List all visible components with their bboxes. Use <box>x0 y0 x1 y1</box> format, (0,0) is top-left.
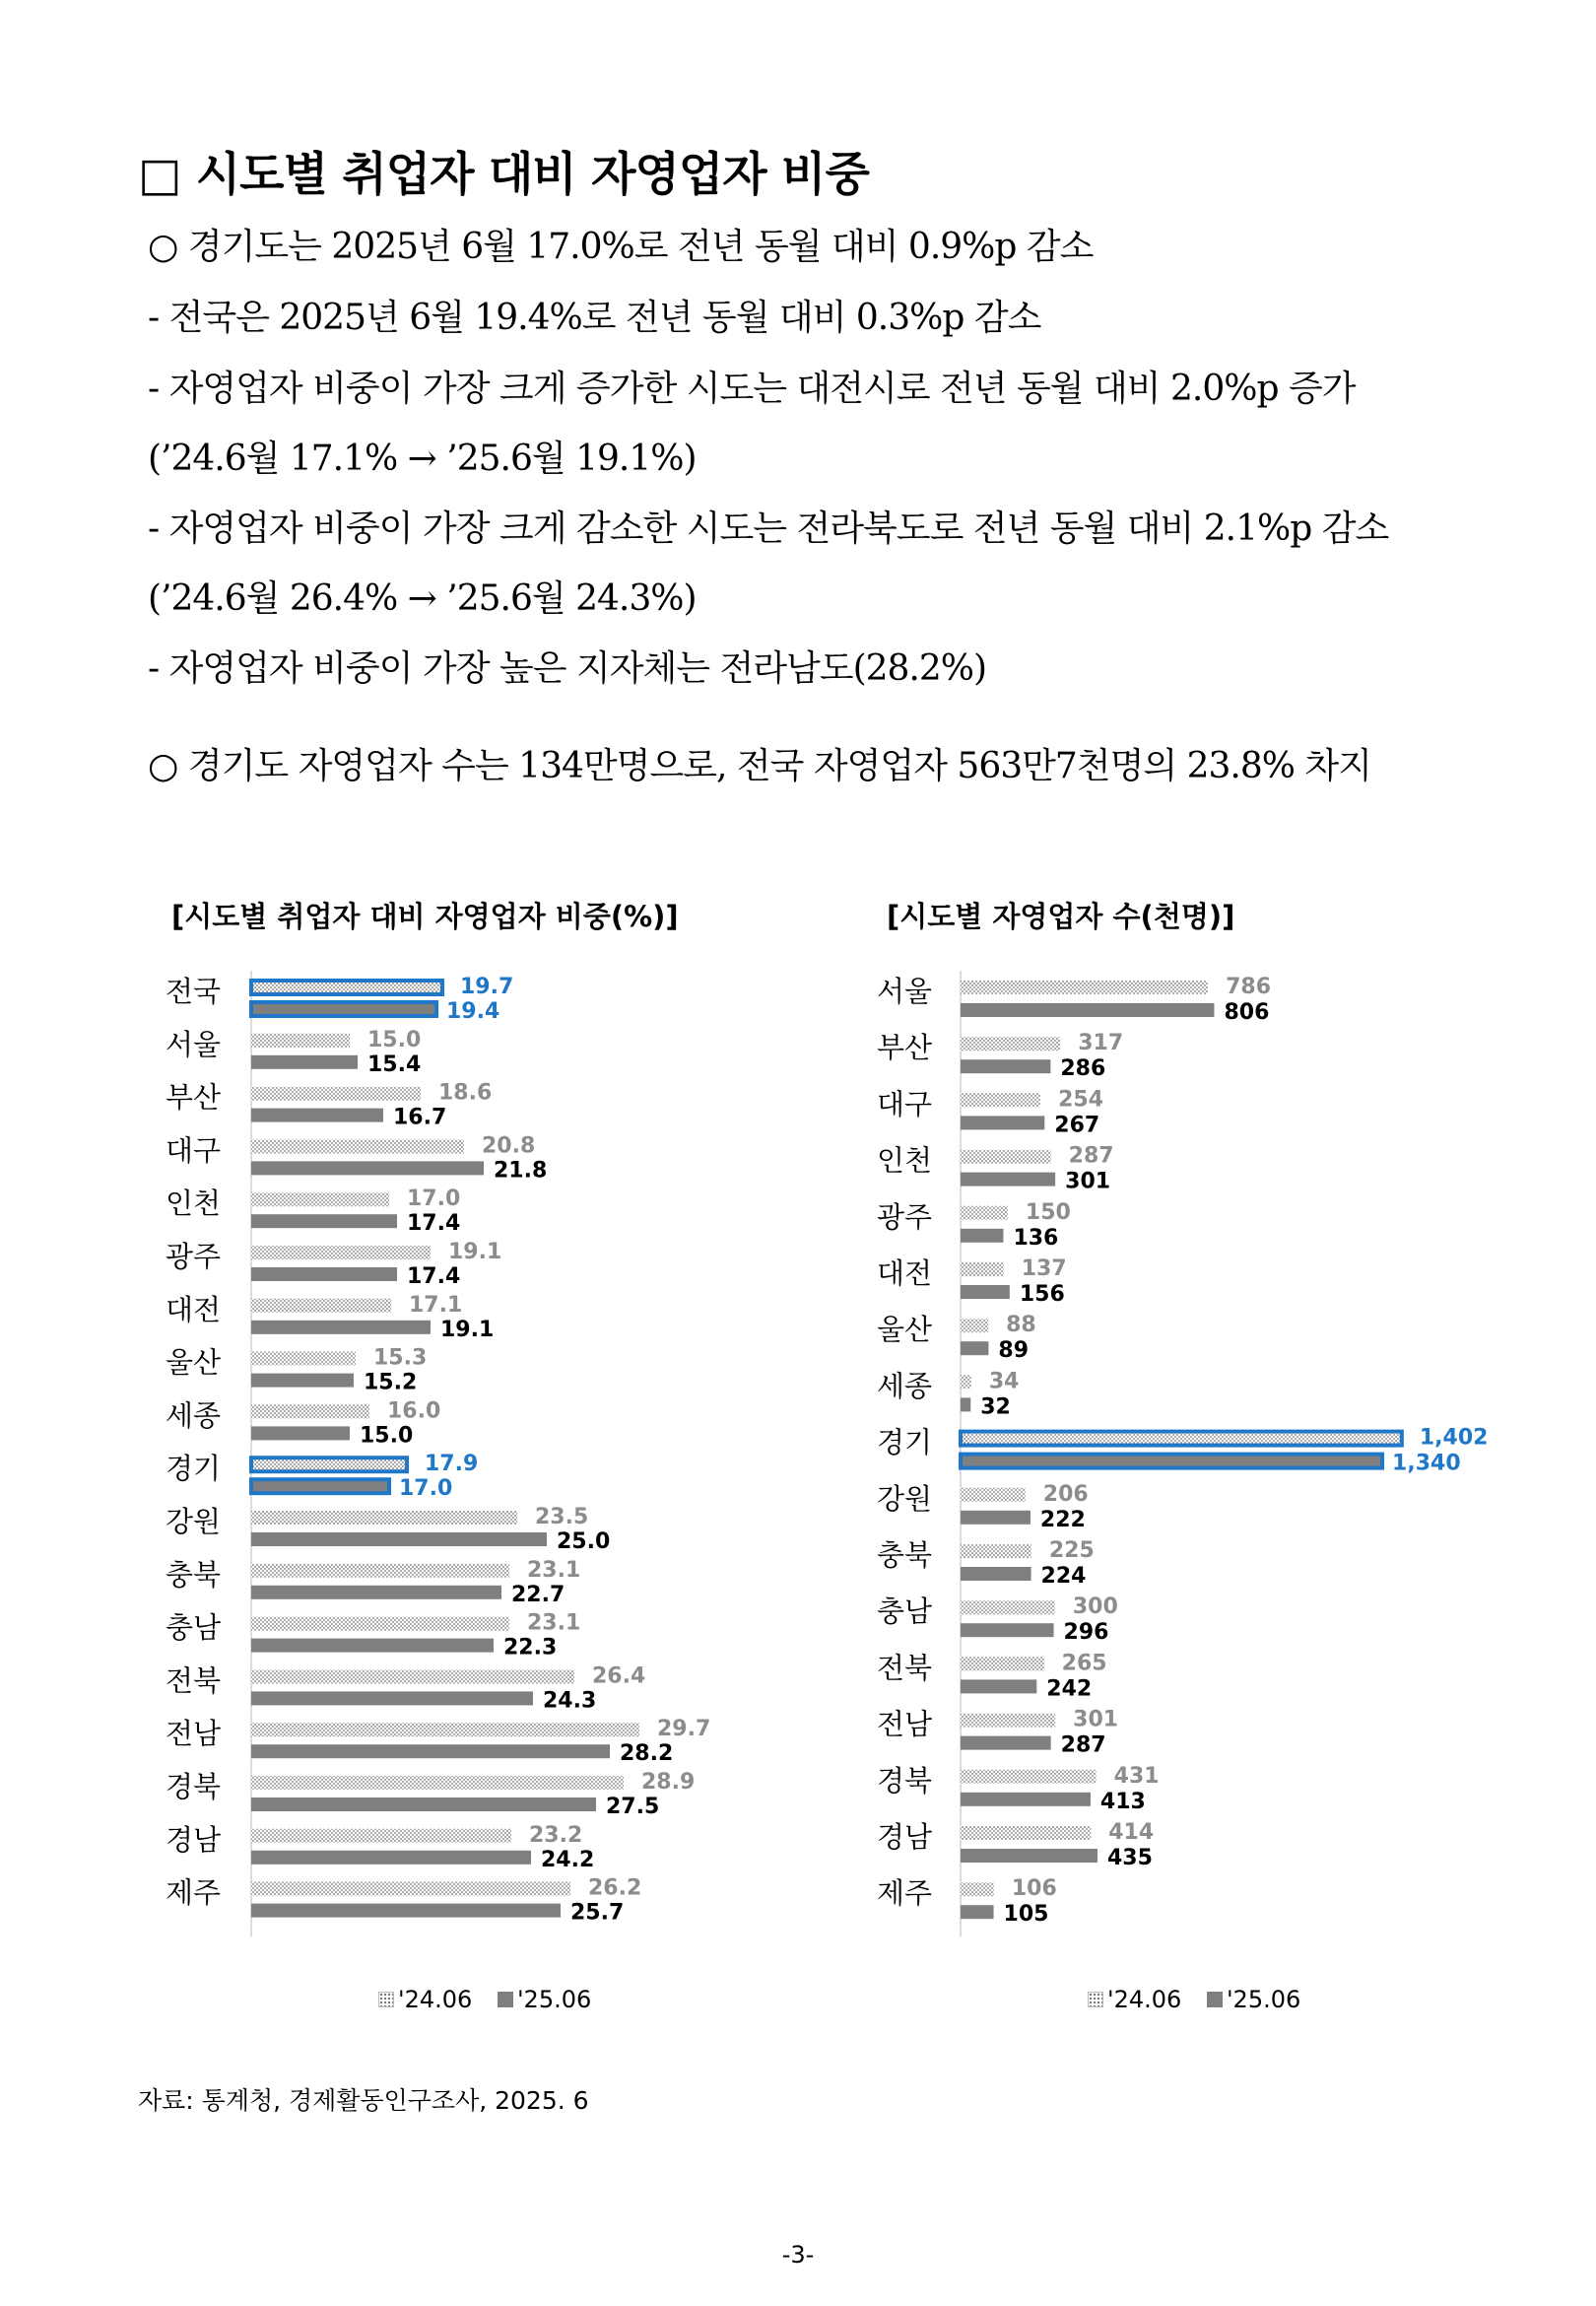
value-label-2025: 32 <box>980 1394 1011 1420</box>
bar-2025 <box>251 1161 484 1175</box>
value-label-2025: 136 <box>1013 1225 1059 1251</box>
chart-ratio <box>148 971 788 1936</box>
bar-2025 <box>251 1851 531 1865</box>
category-label: 부산 <box>876 1031 933 1065</box>
bullet-gyeonggi-count: ○ 경기도 자영업자 수는 134만명으로, 전국 자영업자 563만7천명의 23.8% 차지 <box>148 746 1371 786</box>
bullet-largest-decrease-detail: (’24.6월 26.4% → ’25.6월 24.3%) <box>148 578 697 619</box>
category-label: 경북 <box>165 1770 222 1803</box>
value-label-2025: 806 <box>1224 1000 1270 1025</box>
value-label-2024: 23.1 <box>527 1610 581 1636</box>
value-label-2024: 431 <box>1113 1763 1160 1789</box>
category-label: 충남 <box>165 1610 222 1645</box>
value-label-2024: 29.7 <box>657 1717 711 1742</box>
value-label-2025: 286 <box>1060 1056 1106 1082</box>
category-label: 강원 <box>165 1505 222 1538</box>
category-label: 서울 <box>165 1027 222 1061</box>
value-label-2024: 206 <box>1042 1481 1089 1507</box>
value-label-2025: 267 <box>1054 1113 1100 1138</box>
value-label-2025: 24.3 <box>543 1688 597 1714</box>
bullet-largest-increase-detail: (’24.6월 17.1% → ’25.6월 19.1%) <box>148 439 697 479</box>
value-label-2024: 254 <box>1058 1087 1104 1113</box>
value-label-2025: 1,340 <box>1392 1451 1461 1476</box>
bar-2024 <box>251 1087 421 1101</box>
category-label: 강원 <box>876 1481 933 1516</box>
value-label-2024: 225 <box>1048 1538 1095 1563</box>
value-label-2025: 22.3 <box>503 1635 558 1661</box>
value-label-2024: 18.6 <box>438 1080 493 1106</box>
bar-2025 <box>961 1905 994 1919</box>
category-label: 대구 <box>876 1087 933 1121</box>
bar-2025 <box>251 1426 350 1440</box>
bar-2024 <box>251 1882 570 1896</box>
bar-2025 <box>961 1059 1050 1073</box>
value-label-2025: 25.0 <box>557 1529 611 1554</box>
value-label-2025: 16.7 <box>393 1105 447 1130</box>
value-label-2025: 22.7 <box>511 1582 565 1607</box>
bar-2024 <box>251 1723 639 1736</box>
bullet-highest-ratio: - 자영업자 비중이 가장 높은 지자체는 전라남도(28.2%) <box>148 648 987 689</box>
bar-2025 <box>961 1793 1091 1806</box>
bar-2025 <box>251 1479 389 1493</box>
value-label-2024: 317 <box>1078 1031 1124 1056</box>
category-label: 충북 <box>165 1557 222 1592</box>
category-label: 서울 <box>876 975 933 1008</box>
category-label: 경남 <box>165 1822 222 1857</box>
value-label-2024: 23.5 <box>535 1505 589 1529</box>
bar-2024 <box>961 1544 1031 1558</box>
category-label: 세종 <box>165 1398 222 1433</box>
bar-2025 <box>251 1214 397 1228</box>
value-label-2024: 17.0 <box>407 1187 461 1212</box>
category-label: 전남 <box>876 1707 933 1741</box>
bar-2024 <box>961 981 1208 994</box>
value-label-2025: 156 <box>1019 1282 1065 1307</box>
value-label-2025: 25.7 <box>570 1900 625 1926</box>
chart-count <box>867 971 1557 1936</box>
bar-2024 <box>251 1564 509 1578</box>
bar-2024 <box>961 1262 1004 1276</box>
bar-2024 <box>251 1404 369 1418</box>
bullet-largest-increase: - 자영업자 비중이 가장 크게 증가한 시도는 대전시로 전년 동월 대비 2.0%p 증가 <box>148 369 1356 409</box>
category-label: 광주 <box>165 1240 222 1273</box>
value-label-2025: 89 <box>998 1338 1030 1364</box>
value-label-2024: 106 <box>1011 1876 1057 1902</box>
bar-2024 <box>251 1246 431 1259</box>
value-label-2024: 301 <box>1073 1707 1119 1732</box>
category-label: 전북 <box>165 1663 222 1698</box>
bar-2025 <box>251 1586 501 1599</box>
category-label: 충북 <box>876 1538 933 1572</box>
bar-2025 <box>251 1374 354 1388</box>
chart-ratio-title: [시도별 취업자 대비 자영업자 비중(%)] <box>171 900 679 933</box>
legend-label-2025: '25.06 <box>1226 1986 1301 2013</box>
bar-2025 <box>961 1285 1010 1299</box>
bar-2024 <box>251 981 442 994</box>
value-label-2025: 21.8 <box>494 1158 548 1184</box>
value-label-2024: 786 <box>1226 975 1272 999</box>
legend-label-2024: '24.06 <box>398 1986 473 2013</box>
value-label-2024: 19.7 <box>460 975 514 999</box>
bar-2025 <box>251 1321 431 1334</box>
value-label-2025: 435 <box>1106 1846 1153 1870</box>
bar-2024 <box>961 1093 1040 1107</box>
bar-2024 <box>961 1206 1008 1220</box>
value-label-2025: 17.4 <box>407 1211 461 1237</box>
value-label-2024: 28.9 <box>641 1770 696 1795</box>
legend-swatch-2024 <box>378 1992 394 2007</box>
bar-2025 <box>961 1003 1214 1017</box>
value-label-2025: 296 <box>1063 1620 1109 1646</box>
value-label-2025: 17.0 <box>399 1476 453 1502</box>
bar-2025 <box>251 1055 358 1069</box>
value-label-2024: 1,402 <box>1419 1425 1489 1451</box>
bar-2024 <box>961 1770 1097 1784</box>
category-label: 대전 <box>165 1292 222 1326</box>
bullet-largest-decrease: - 자영업자 비중이 가장 크게 감소한 시도는 전라북도로 전년 동월 대비 2.1%p 감소 <box>148 509 1389 549</box>
bar-2025 <box>961 1736 1051 1750</box>
bar-2024 <box>961 1657 1044 1670</box>
bar-2024 <box>961 1714 1055 1728</box>
value-label-2024: 300 <box>1072 1594 1118 1620</box>
bar-2024 <box>251 1299 391 1313</box>
bar-2025 <box>961 1849 1097 1863</box>
value-label-2025: 242 <box>1046 1676 1093 1702</box>
bar-2024 <box>251 1139 464 1153</box>
bar-2024 <box>251 1776 624 1790</box>
category-label: 부산 <box>165 1080 222 1115</box>
value-label-2024: 20.8 <box>482 1133 536 1159</box>
value-label-2025: 15.2 <box>364 1370 418 1395</box>
value-label-2025: 413 <box>1099 1789 1146 1814</box>
category-label: 전북 <box>876 1651 933 1685</box>
category-label: 경기 <box>876 1425 933 1459</box>
bar-2025 <box>251 1002 436 1016</box>
category-label: 전남 <box>165 1717 222 1751</box>
legend-swatch-2025 <box>498 1992 513 2007</box>
value-label-2025: 222 <box>1039 1507 1086 1532</box>
bar-2024 <box>961 1319 988 1332</box>
bar-2025 <box>961 1623 1054 1637</box>
bar-2024 <box>961 1488 1026 1502</box>
value-label-2025: 224 <box>1040 1564 1087 1589</box>
bar-2025 <box>961 1511 1031 1525</box>
bar-2024 <box>251 1034 350 1048</box>
category-label: 경남 <box>876 1820 933 1854</box>
bar-2024 <box>961 1826 1091 1840</box>
bar-2025 <box>961 1116 1044 1129</box>
bar-2025 <box>961 1679 1036 1693</box>
bar-2024 <box>961 1432 1402 1446</box>
value-label-2024: 15.0 <box>367 1027 422 1052</box>
category-label: 울산 <box>165 1345 222 1380</box>
legend-label-2024: '24.06 <box>1107 1986 1182 2013</box>
value-label-2024: 265 <box>1061 1651 1107 1676</box>
category-label: 인천 <box>876 1143 933 1178</box>
value-label-2024: 88 <box>1006 1313 1036 1338</box>
bar-2025 <box>251 1532 547 1546</box>
bar-2025 <box>251 1691 533 1705</box>
bar-2025 <box>251 1744 610 1758</box>
value-label-2025: 301 <box>1065 1169 1111 1194</box>
bar-2024 <box>961 1375 971 1389</box>
value-label-2024: 23.1 <box>527 1557 581 1583</box>
value-label-2025: 28.2 <box>620 1741 674 1767</box>
bar-2025 <box>961 1567 1031 1581</box>
bar-2025 <box>251 1109 383 1122</box>
bar-2024 <box>251 1829 511 1843</box>
value-label-2025: 15.0 <box>360 1423 414 1449</box>
bar-2025 <box>251 1639 494 1653</box>
bar-2024 <box>961 1600 1055 1614</box>
chart-count-title: [시도별 자영업자 수(천명)] <box>887 900 1235 933</box>
bar-2024 <box>251 1352 356 1366</box>
category-label: 세종 <box>876 1369 933 1403</box>
source-note: 자료: 통계청, 경제활동인구조사, 2025. 6 <box>138 2086 589 2115</box>
value-label-2024: 287 <box>1068 1143 1114 1169</box>
value-label-2024: 16.0 <box>387 1398 441 1424</box>
chart-ratio-legend <box>378 1985 609 2013</box>
value-label-2024: 34 <box>988 1369 1020 1394</box>
category-label: 충남 <box>876 1594 933 1629</box>
section-heading: □ 시도별 취업자 대비 자영업자 비중 <box>138 148 869 202</box>
bar-2025 <box>961 1341 988 1355</box>
value-label-2024: 17.9 <box>425 1452 479 1477</box>
value-label-2024: 26.4 <box>592 1663 646 1689</box>
value-label-2025: 17.4 <box>407 1264 461 1289</box>
category-label: 제주 <box>165 1875 222 1910</box>
chart-count-legend <box>1088 1985 1318 2013</box>
value-label-2024: 17.1 <box>409 1292 463 1318</box>
category-label: 제주 <box>876 1876 933 1911</box>
value-label-2025: 287 <box>1060 1732 1106 1758</box>
bar-2024 <box>961 1037 1060 1051</box>
value-label-2025: 19.1 <box>440 1317 495 1342</box>
category-label: 경북 <box>876 1763 933 1797</box>
legend-swatch-2024 <box>1088 1992 1103 2007</box>
bullet-national-ratio: - 전국은 2025년 6월 19.4%로 전년 동월 대비 0.3%p 감소 <box>148 298 1041 338</box>
legend-swatch-2025 <box>1207 1992 1223 2007</box>
category-label: 인천 <box>165 1187 222 1221</box>
value-label-2025: 15.4 <box>367 1051 422 1077</box>
value-label-2025: 19.4 <box>446 999 500 1024</box>
bar-2024 <box>251 1458 407 1471</box>
category-label: 경기 <box>165 1452 222 1486</box>
value-label-2025: 105 <box>1003 1902 1049 1928</box>
value-label-2024: 23.2 <box>529 1822 583 1848</box>
value-label-2024: 26.2 <box>588 1875 642 1901</box>
value-label-2024: 414 <box>1108 1820 1155 1845</box>
value-label-2024: 19.1 <box>448 1240 502 1264</box>
legend-label-2025: '25.06 <box>516 1986 592 2013</box>
bar-2024 <box>251 1511 517 1525</box>
bar-2025 <box>251 1904 561 1918</box>
category-label: 전국 <box>165 975 222 1008</box>
bar-2024 <box>251 1669 574 1683</box>
bar-2025 <box>961 1455 1382 1468</box>
value-label-2024: 150 <box>1025 1199 1071 1225</box>
bar-2024 <box>961 1150 1051 1164</box>
value-label-2025: 27.5 <box>606 1795 660 1819</box>
category-label: 광주 <box>876 1199 933 1234</box>
page-number: -3- <box>781 2241 815 2269</box>
category-label: 대구 <box>165 1133 222 1168</box>
bar-2024 <box>961 1882 994 1896</box>
value-label-2025: 24.2 <box>541 1847 595 1872</box>
category-label: 대전 <box>876 1256 933 1290</box>
value-label-2024: 137 <box>1021 1256 1067 1281</box>
bar-2025 <box>961 1173 1055 1187</box>
bar-2025 <box>251 1267 397 1281</box>
value-label-2024: 15.3 <box>373 1345 428 1371</box>
bar-2025 <box>961 1229 1003 1243</box>
category-label: 울산 <box>876 1313 933 1347</box>
bar-2025 <box>251 1797 596 1811</box>
bar-2025 <box>961 1397 970 1411</box>
bullet-gyeonggi-ratio: ○ 경기도는 2025년 6월 17.0%로 전년 동월 대비 0.9%p 감소 <box>148 227 1094 267</box>
bar-2024 <box>251 1192 389 1206</box>
bar-2024 <box>251 1617 509 1631</box>
